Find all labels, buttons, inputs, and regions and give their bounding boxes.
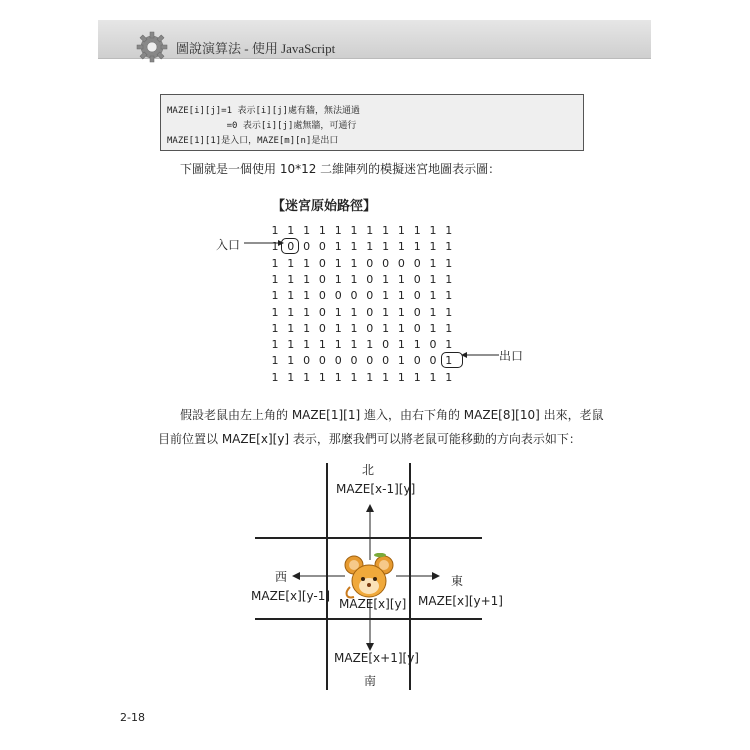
- south-char: 南: [364, 674, 377, 688]
- page-number: 2-18: [120, 711, 145, 724]
- maze-cell: 0: [413, 272, 421, 286]
- maze-cell: 1: [334, 240, 342, 254]
- entry-arrow: [244, 238, 284, 248]
- maze-cell: 1: [287, 305, 295, 319]
- maze-cell: 0: [318, 354, 326, 368]
- maze-cell: 1: [318, 370, 326, 384]
- maze-cell: 0: [413, 289, 421, 303]
- maze-cell: 0: [318, 256, 326, 270]
- maze-cell: 1: [397, 321, 405, 335]
- maze-cell: 1: [303, 321, 311, 335]
- maze-cell: 1: [382, 289, 390, 303]
- maze-cell: 1: [318, 338, 326, 352]
- maze-cell: 0: [429, 338, 437, 352]
- entry-cell-box: [281, 238, 299, 254]
- maze-cell: 1: [397, 272, 405, 286]
- maze-cell: 1: [350, 338, 358, 352]
- maze-cell: 0: [318, 289, 326, 303]
- maze-cell: 1: [413, 338, 421, 352]
- maze-cell: 0: [413, 256, 421, 270]
- exit-arrow: [461, 350, 499, 360]
- code-line: =0 表示[i][j]處無牆，可通行: [167, 121, 357, 131]
- maze-cell: 0: [366, 256, 374, 270]
- maze-cell: 1: [382, 370, 390, 384]
- maze-cell: 1: [445, 354, 453, 368]
- maze-cell: 0: [303, 240, 311, 254]
- maze-cell: 0: [382, 256, 390, 270]
- maze-cell: 1: [382, 305, 390, 319]
- maze-cell: 1: [429, 321, 437, 335]
- maze-cell: 1: [429, 289, 437, 303]
- maze-cell: 1: [334, 370, 342, 384]
- description-line-1: 假設老鼠由左上角的 MAZE[1][1] 進入，由右下角的 MAZE[8][10] 出來，老鼠: [180, 408, 604, 422]
- maze-cell: 1: [445, 321, 453, 335]
- maze-cell: 1: [287, 256, 295, 270]
- code-line: MAZE[1][1]是入口，MAZE[m][n]是出口: [167, 136, 339, 146]
- maze-cell: 1: [271, 224, 279, 237]
- maze-cell: 1: [397, 354, 405, 368]
- maze-cell: 1: [382, 240, 390, 254]
- maze-cell: 1: [445, 289, 453, 303]
- maze-cell: 1: [334, 272, 342, 286]
- maze-cell: 1: [429, 256, 437, 270]
- maze-cell: 0: [366, 321, 374, 335]
- maze-cell: 1: [445, 272, 453, 286]
- maze-cell: 1: [271, 321, 279, 335]
- maze-cell: 1: [334, 338, 342, 352]
- maze-cell: 1: [397, 338, 405, 352]
- maze-cell: 1: [303, 338, 311, 352]
- maze-cell: 1: [413, 240, 421, 254]
- maze-cell: 1: [303, 272, 311, 286]
- maze-cell: 0: [334, 354, 342, 368]
- header-rule: [98, 58, 651, 59]
- maze-cell: 0: [413, 305, 421, 319]
- east-label: MAZE[x][y+1]: [418, 594, 503, 608]
- running-title: 圖說演算法 - 使用 JavaScript: [176, 41, 336, 56]
- maze-cell: 0: [318, 272, 326, 286]
- maze-cell: 0: [334, 289, 342, 303]
- mouse-icon: [344, 553, 396, 601]
- maze-cell: 1: [445, 305, 453, 319]
- maze-cell: 1: [318, 224, 326, 237]
- maze-cell: 1: [303, 289, 311, 303]
- maze-cell: 1: [366, 224, 374, 237]
- maze-cell: 1: [271, 272, 279, 286]
- maze-title: 【迷宮原始路徑】: [272, 199, 377, 214]
- maze-cell: 1: [382, 321, 390, 335]
- maze-cell: 1: [303, 224, 311, 237]
- maze-cell: 1: [303, 370, 311, 384]
- maze-cell: 1: [334, 305, 342, 319]
- north-char: 北: [362, 463, 375, 477]
- maze-cell: 1: [429, 305, 437, 319]
- maze-cell: 0: [397, 256, 405, 270]
- maze-cell: 1: [429, 224, 437, 237]
- gear-icon: [135, 30, 169, 64]
- maze-cell: 1: [350, 224, 358, 237]
- maze-cell: 1: [445, 256, 453, 270]
- intro-paragraph: 下圖就是一個使用 10*12 二維陣列的模擬迷宮地圖表示圖：: [180, 162, 501, 176]
- maze-cell: 1: [271, 354, 279, 368]
- maze-cell: 1: [397, 305, 405, 319]
- maze-cell: 0: [382, 338, 390, 352]
- maze-cell: 1: [271, 289, 279, 303]
- maze-cell: 1: [397, 370, 405, 384]
- entry-label: 入口: [216, 238, 241, 252]
- maze-cell: 1: [350, 272, 358, 286]
- maze-cell: 0: [429, 354, 437, 368]
- maze-cell: 1: [287, 354, 295, 368]
- maze-cell: 0: [318, 240, 326, 254]
- description-line-2: 目前位置以 MAZE[x][y] 表示，那麼我們可以將老鼠可能移動的方向表示如下：: [158, 432, 581, 446]
- maze-cell: 0: [382, 354, 390, 368]
- maze-cell: 1: [287, 370, 295, 384]
- center-label: MAZE[x][y]: [339, 597, 407, 611]
- maze-cell: 1: [334, 321, 342, 335]
- maze-cell: 1: [397, 240, 405, 254]
- maze-cell: 1: [350, 370, 358, 384]
- west-label: MAZE[x][y-1]: [251, 589, 331, 603]
- maze-cell: 1: [445, 240, 453, 254]
- maze-cell: 1: [350, 256, 358, 270]
- maze-cell: 1: [445, 224, 453, 237]
- maze-cell: 0: [413, 321, 421, 335]
- maze-cell: 0: [350, 289, 358, 303]
- maze-cell: 1: [382, 272, 390, 286]
- maze-cell: 1: [303, 305, 311, 319]
- maze-cell: 0: [413, 354, 421, 368]
- maze-cell: 0: [350, 354, 358, 368]
- exit-label: 出口: [499, 349, 524, 363]
- maze-cell: 1: [287, 321, 295, 335]
- maze-cell: 1: [366, 240, 374, 254]
- maze-cell: 1: [303, 256, 311, 270]
- maze-cell: 1: [287, 272, 295, 286]
- north-label: MAZE[x-1][y]: [336, 482, 416, 496]
- maze-cell: 1: [366, 370, 374, 384]
- west-char: 西: [275, 570, 288, 584]
- maze-cell: 1: [445, 338, 453, 352]
- maze-cell: 1: [429, 240, 437, 254]
- maze-cell: 0: [287, 240, 295, 254]
- code-line: MAZE[i][j]=1 表示[i][j]處有牆，無法通過: [167, 106, 360, 116]
- maze-cell: 1: [445, 370, 453, 384]
- maze-cell: 1: [271, 256, 279, 270]
- maze-cell: 0: [366, 272, 374, 286]
- maze-cell: 1: [287, 338, 295, 352]
- maze-cell: 1: [366, 338, 374, 352]
- maze-cell: 0: [366, 354, 374, 368]
- maze-cell: 0: [318, 305, 326, 319]
- maze-cell: 1: [350, 240, 358, 254]
- south-label: MAZE[x+1][y]: [334, 651, 419, 665]
- code-box: [160, 94, 584, 151]
- maze-cell: 1: [271, 370, 279, 384]
- maze-cell: 1: [429, 370, 437, 384]
- maze-cell: 0: [366, 305, 374, 319]
- maze-cell: 1: [334, 256, 342, 270]
- maze-cell: 1: [287, 224, 295, 237]
- exit-cell-box: [441, 352, 463, 368]
- east-char: 東: [451, 574, 464, 588]
- maze-cell: 0: [303, 354, 311, 368]
- maze-cell: 1: [271, 240, 279, 254]
- maze-cell: 1: [397, 289, 405, 303]
- maze-cell: 1: [271, 338, 279, 352]
- maze-cell: 1: [287, 289, 295, 303]
- maze-cell: 0: [318, 321, 326, 335]
- maze-cell: 0: [366, 289, 374, 303]
- maze-cell: 1: [429, 272, 437, 286]
- maze-cell: 1: [413, 224, 421, 237]
- maze-cell: 1: [350, 321, 358, 335]
- maze-cell: 1: [382, 224, 390, 237]
- maze-cell: 1: [413, 370, 421, 384]
- maze-cell: 1: [350, 305, 358, 319]
- maze-cell: 1: [334, 224, 342, 237]
- maze-cell: 1: [271, 305, 279, 319]
- maze-cell: 1: [397, 224, 405, 237]
